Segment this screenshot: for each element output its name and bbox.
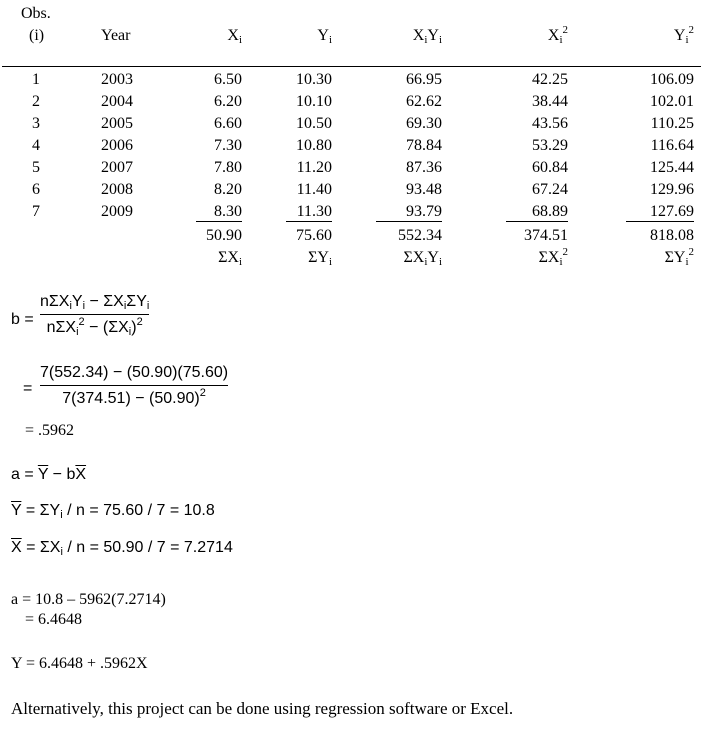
cell-obs: 3 [32, 115, 40, 132]
cell-xy: 78.84 [406, 137, 442, 154]
cell-year: 2008 [101, 181, 133, 198]
cell-x-squared: 43.56 [532, 115, 568, 132]
substitution-fraction [40, 365, 228, 407]
cell-y: 11.20 [296, 159, 332, 176]
header-xy: $X_iY_i$ [412, 27, 442, 46]
cell-obs: 7 [32, 203, 40, 220]
cell-xy-underlined: 93.79 [376, 204, 442, 222]
cell-x-squared: 60.84 [532, 159, 568, 176]
cell-y: 11.40 [296, 181, 332, 198]
substitution-fraction-bar [40, 385, 228, 386]
cell-y-squared: 106.09 [650, 71, 694, 88]
cell-x-squared: 38.44 [532, 93, 568, 110]
cell-obs: 2 [32, 93, 40, 110]
cell-x: 7.30 [214, 137, 242, 154]
cell-y-squared-underlined: 127.69 [626, 204, 694, 222]
header-divider [2, 66, 701, 67]
cell-x-squared [500, 204, 568, 222]
b-formula-fraction [40, 294, 149, 336]
cell-year: 2003 [101, 71, 133, 88]
b-formula-lhs: b = [11, 311, 34, 328]
cell-x-squared: 42.25 [532, 71, 568, 88]
cell-xy: 93.48 [406, 181, 442, 198]
header-y: $Y_i$ [317, 27, 332, 46]
total-y-squared: 818.08 [650, 227, 694, 244]
header-x: $X_i$ [227, 27, 242, 46]
cell-x: 6.20 [214, 93, 242, 110]
cell-year: 2007 [101, 159, 133, 176]
cell-x-squared: 67.24 [532, 181, 568, 198]
a-result: = 6.4648 [25, 611, 83, 628]
cell-obs: 4 [32, 137, 40, 154]
cell-xy: 87.36 [406, 159, 442, 176]
sum-label-y: $\Sigma Y_i$ [308, 249, 332, 268]
cell-year: 2009 [101, 203, 133, 220]
substitution-denominator: $7(374.51) - (50.90)^2$ [62, 387, 206, 407]
sum-label-xy: $\Sigma X_iY_i$ [403, 249, 442, 268]
cell-obs: 5 [32, 159, 40, 176]
header-x-squared: $X_i^2$ [547, 24, 568, 46]
cell-y: 10.10 [296, 93, 332, 110]
cell-y: 10.50 [296, 115, 332, 132]
substitution-numerator: 7(552.34) − (50.90)(75.60) [40, 364, 229, 381]
substitution-eq-sign: = [23, 380, 33, 397]
header-year: Year [101, 27, 131, 44]
sum-label-x: $\Sigma X_i$ [218, 249, 242, 268]
cell-y-squared: 116.64 [650, 137, 694, 154]
cell-xy: 66.95 [406, 71, 442, 88]
cell-y-squared [620, 204, 694, 222]
cell-obs: 6 [32, 181, 40, 198]
cell-x-squared-underlined: 68.89 [506, 204, 568, 222]
total-xy: 552.34 [398, 227, 442, 244]
cell-y-squared: 102.01 [650, 93, 694, 110]
header-y-squared: $Y_i^2$ [673, 24, 694, 46]
b-result: = .5962 [25, 422, 75, 439]
total-x-squared: 374.51 [524, 227, 568, 244]
a-definition: $a = \overline{Y} - b\overline{X}$ [11, 466, 87, 483]
cell-y-underlined: 11.30 [286, 204, 332, 222]
cell-x-squared: 53.29 [532, 137, 568, 154]
a-calculation: a = 10.8 – 5962(7.2714) [11, 591, 166, 608]
cell-xy: 62.62 [406, 93, 442, 110]
cell-year: 2005 [101, 115, 133, 132]
closing-note: Alternatively, this project can be done using regression software or Excel. [11, 699, 514, 718]
cell-y: 10.80 [296, 137, 332, 154]
cell-y-squared: 125.44 [650, 159, 694, 176]
cell-x: 6.60 [214, 115, 242, 132]
total-x: 50.90 [206, 227, 242, 244]
sum-label-x-squared: $\Sigma X_i^2$ [538, 246, 568, 268]
cell-x: 8.20 [214, 181, 242, 198]
b-formula-numerator: $n\Sigma X_iY_i - \Sigma X_i\Sigma Y_i$ [40, 293, 150, 312]
sum-label-y-squared: $\Sigma Y_i^2$ [664, 246, 694, 268]
header-obs: Obs. [21, 5, 51, 22]
cell-y [280, 204, 332, 222]
cell-x [190, 204, 242, 222]
header-obs-index: (i) [29, 27, 45, 44]
cell-y-squared: 129.96 [650, 181, 694, 198]
cell-x: 7.80 [214, 159, 242, 176]
cell-obs: 1 [32, 71, 40, 88]
cell-y: 10.30 [296, 71, 332, 88]
y-bar-calculation: $\overline{Y} = \Sigma Y_i / n = 75.60 / 7 = 10.8$ [11, 502, 215, 521]
cell-year: 2006 [101, 137, 133, 154]
x-bar-calculation: $\overline{X} = \Sigma X_i / n = 50.90 / 7 = 7.2714$ [11, 539, 233, 558]
cell-x-underlined: 8.30 [196, 204, 242, 222]
total-y: 75.60 [296, 227, 332, 244]
b-formula-denominator: $n\Sigma X_i^2 - (\Sigma X_i)^2$ [46, 316, 143, 338]
cell-x: 6.50 [214, 71, 242, 88]
cell-year: 2004 [101, 93, 133, 110]
regression-equation: Y = 6.4648 + .5962X [11, 655, 148, 672]
cell-xy [370, 204, 442, 222]
cell-y-squared: 110.25 [650, 115, 694, 132]
b-formula-fraction-bar [40, 314, 149, 315]
cell-xy: 69.30 [406, 115, 442, 132]
